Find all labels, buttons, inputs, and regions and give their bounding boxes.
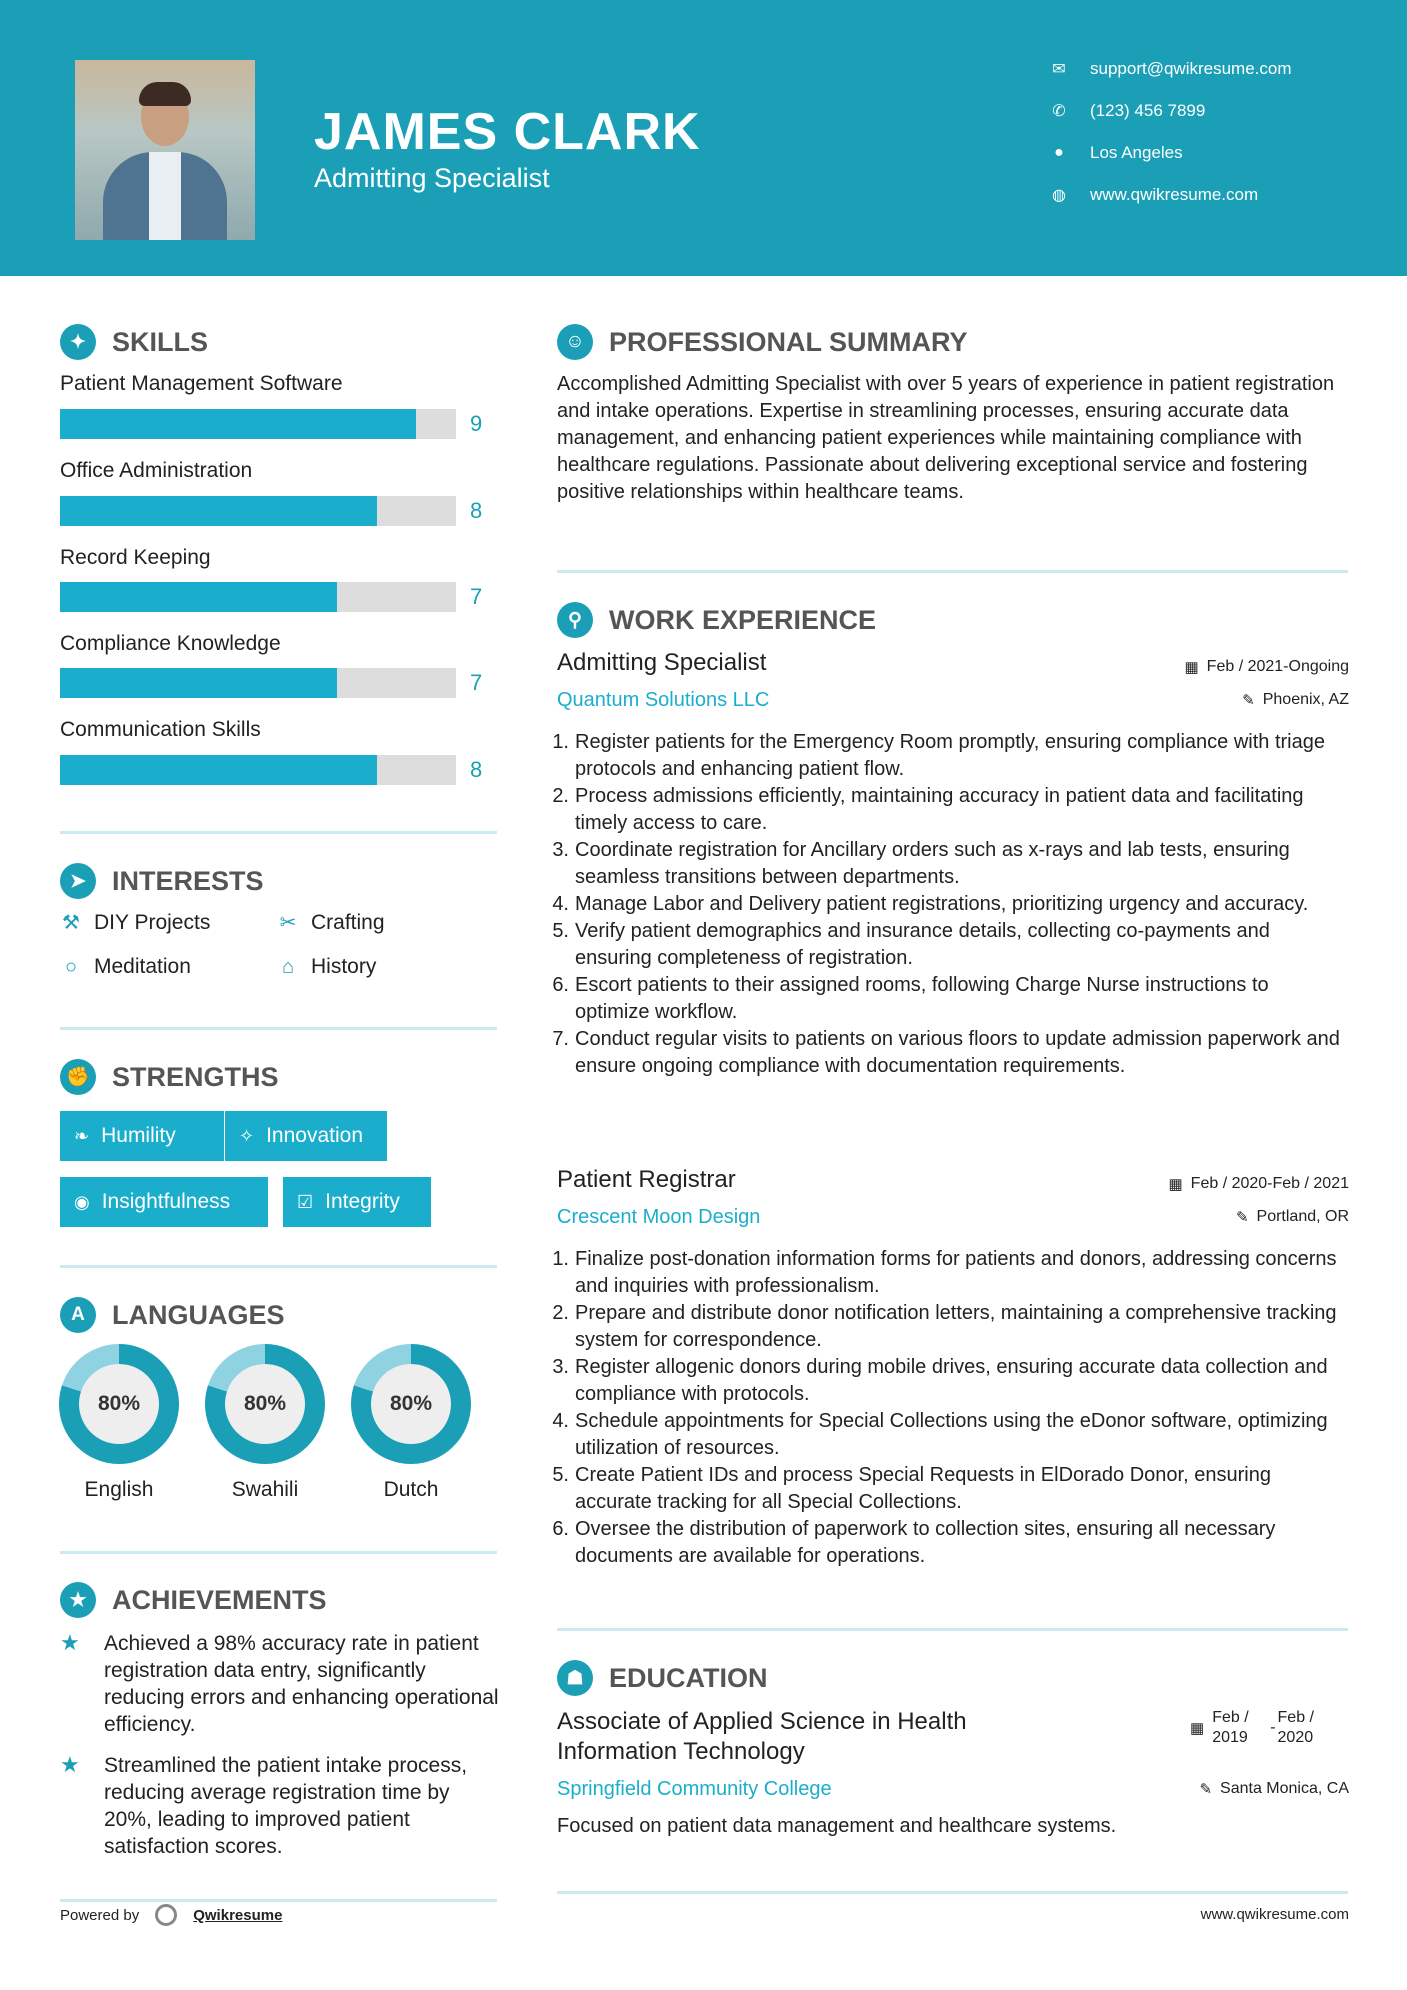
interest-item: ⚒ DIY Projects — [60, 910, 210, 935]
school-name: Springfield Community College — [557, 1778, 832, 1800]
skill-label: Communication Skills — [60, 718, 261, 741]
skill-value: 8 — [470, 498, 483, 523]
language-name: Dutch — [383, 1478, 439, 1501]
circle-icon: ○ — [64, 955, 78, 978]
scissors-icon: ✂ — [279, 912, 297, 934]
education-location: ✎ Santa Monica, CA — [1199, 1780, 1349, 1798]
list-item: 5. Create Patient IDs and process Special Requests in ElDorado Donor, ensuring accurate tracking for all Special Collections. — [552, 1464, 1271, 1513]
education-description: Focused on patient data management and healthcare systems. — [557, 1815, 1117, 1837]
list-item: 1. Register patients for the Emergency Room promptly, ensuring compliance with triage protocols and enhancing patient flow. — [552, 731, 1325, 780]
education-heading: ☗ EDUCATION — [557, 1660, 768, 1696]
contact-phone[interactable]: ✆ (123) 456 7899 — [1050, 101, 1205, 121]
language-ring — [351, 1344, 471, 1464]
strength-tag: ☑ Integrity — [283, 1177, 431, 1227]
calendar-icon: ▦ — [1168, 1176, 1183, 1193]
contact-location: ● Los Angeles — [1050, 143, 1183, 163]
skill-bar — [60, 668, 456, 698]
map-pin-icon: ● — [1054, 144, 1064, 161]
chair-icon: ⚲ — [557, 602, 593, 638]
job-date: ▦ Feb / 2020-Feb / 2021 — [1168, 1175, 1349, 1193]
education-date: ▦ Feb / 2019 - Feb / 2020 — [1190, 1709, 1314, 1746]
lightbulb-icon: ✧ — [239, 1125, 255, 1146]
pin-icon: ✎ — [1235, 1209, 1249, 1226]
eye-icon: ◉ — [74, 1191, 90, 1212]
language-ring — [205, 1344, 325, 1464]
list-item: 2. Prepare and distribute donor notification letters, maintaining a comprehensive tracking system for correspondence. — [552, 1302, 1337, 1351]
globe-icon: ◍ — [1052, 187, 1066, 204]
job-company: Quantum Solutions LLC — [557, 689, 770, 711]
list-item: 7. Conduct regular visits to patients on various floors to update admission paperwork and ensure ongoing compliance with documentation requirements. — [552, 1028, 1340, 1077]
language-percent: 80% — [371, 1364, 451, 1444]
section-divider — [60, 1027, 497, 1030]
skill-label: Patient Management Software — [60, 372, 343, 395]
interest-item: ○ Meditation — [60, 955, 191, 979]
skill-bar-fill — [60, 496, 377, 526]
section-divider — [557, 1891, 1348, 1894]
strengths-heading: ✊ STRENGTHS — [60, 1059, 279, 1095]
language-name: English — [84, 1478, 154, 1501]
summary-text: Accomplished Admitting Specialist with over 5 years of experience in patient registration and intake operations. Expertise in streamlining processes, ensuring accurate data management, and enhancing patient experiences while maintaining compliance with healthcare regulations. Passionate about delivering exceptional service and fostering positive relationships within healthcare teams. — [557, 373, 1335, 503]
star-icon: ★ — [60, 1630, 80, 1655]
job-responsibilities — [552, 729, 1347, 1080]
candidate-role: Admitting Specialist — [314, 163, 550, 193]
skill-bar — [60, 582, 456, 612]
skill-value: 8 — [470, 757, 483, 782]
leaf-icon: ❧ — [74, 1125, 90, 1146]
pin-icon: ✎ — [1199, 1781, 1213, 1798]
phone-icon: ✆ — [1052, 103, 1066, 120]
calendar-icon: ▦ — [1190, 1720, 1205, 1737]
languages-heading: A LANGUAGES — [60, 1297, 285, 1333]
language-percent: 80% — [79, 1364, 159, 1444]
achievement-item: ★ Streamlined the patient intake process, reducing average registration time by 20%, leading to improved patient satisfaction scores. — [60, 1752, 468, 1858]
brand-link[interactable]: Qwikresume — [193, 1906, 283, 1924]
degree-title: Associate of Applied Science in Health Information Technology — [557, 1708, 967, 1765]
language-item — [351, 1344, 471, 1502]
list-item: 6. Oversee the distribution of paperwork to collection sites, ensuring all necessary documents are available for operations. — [552, 1518, 1276, 1567]
museum-icon: ⌂ — [281, 955, 295, 978]
candidate-name: JAMES CLARK — [314, 103, 701, 161]
skill-bar-fill — [60, 755, 377, 785]
fist-icon: ✊ — [60, 1059, 96, 1095]
job-company: Crescent Moon Design — [557, 1206, 761, 1228]
contact-website[interactable]: ◍ www.qwikresume.com — [1050, 185, 1258, 205]
language-icon: A — [60, 1297, 96, 1333]
strength-tag: ◉ Insightfulness — [60, 1177, 268, 1227]
job-location: ✎ Phoenix, AZ — [1242, 691, 1349, 709]
star-icon: ★ — [60, 1752, 80, 1777]
interest-item: ⌂ History — [277, 955, 376, 979]
resume-header — [0, 0, 1407, 276]
star-badge-icon: ★ — [60, 1582, 96, 1618]
skill-value: 7 — [470, 584, 483, 609]
job-title: Patient Registrar — [557, 1166, 736, 1193]
list-item: 2. Process admissions efficiently, maintaining accuracy in patient data and facilitating timely access to care. — [552, 785, 1304, 834]
summary-heading: ☺ PROFESSIONAL SUMMARY — [557, 324, 968, 360]
interest-item: ✂ Crafting — [277, 910, 385, 935]
contact-email[interactable]: ✉ support@qwikresume.com — [1050, 59, 1292, 79]
skill-label: Compliance Knowledge — [60, 632, 281, 655]
section-divider — [557, 1628, 1348, 1631]
user-icon: ☺ — [557, 324, 593, 360]
section-divider — [557, 570, 1348, 573]
list-item: 1. Finalize post-donation information forms for patients and donors, addressing concerns and inquiries with professionalism. — [552, 1248, 1337, 1297]
list-item: 4. Schedule appointments for Special Collections using the eDonor software, optimizing utilization of resources. — [552, 1410, 1328, 1459]
qwikresume-logo-icon — [155, 1904, 177, 1926]
skill-bar — [60, 755, 456, 785]
list-item: 3. Coordinate registration for Ancillary orders such as x-rays and lab tests, ensuring seamless transitions between departments. — [552, 839, 1290, 888]
footer-powered-by: Powered by Qwikresume — [60, 1904, 282, 1926]
checkbox-icon: ☑ — [297, 1191, 314, 1212]
section-divider — [60, 1265, 497, 1268]
job-date: ▦ Feb / 2021-Ongoing — [1184, 658, 1349, 676]
skill-bar-fill — [60, 582, 337, 612]
skill-label: Office Administration — [60, 459, 253, 482]
list-item: 3. Register allogenic donors during mobile drives, ensuring accurate data collection and compliance with protocols. — [552, 1356, 1328, 1405]
skill-bar — [60, 409, 456, 439]
language-item — [59, 1344, 179, 1502]
strength-tag: ❧ Humility — [60, 1111, 224, 1161]
skills-heading: ✦ SKILLS — [60, 324, 208, 360]
graduate-icon: ☗ — [557, 1660, 593, 1696]
skill-value: 9 — [470, 411, 483, 436]
skill-bar — [60, 496, 456, 526]
section-divider — [60, 831, 497, 834]
envelope-icon: ✉ — [1052, 61, 1066, 78]
strength-tag: ✧ Innovation — [225, 1111, 387, 1161]
skill-bar-fill — [60, 668, 337, 698]
skill-bar-fill — [60, 409, 416, 439]
list-item: 4. Manage Labor and Delivery patient registrations, prioritizing urgency and accuracy. — [552, 893, 1309, 915]
wrench-icon: ⚒ — [62, 912, 80, 934]
skill-value: 7 — [470, 670, 483, 695]
lightbulb-icon: ✦ — [60, 324, 96, 360]
skill-label: Record Keeping — [60, 546, 211, 569]
section-divider — [60, 1899, 497, 1902]
experience-heading: ⚲ WORK EXPERIENCE — [557, 602, 876, 638]
job-responsibilities — [552, 1246, 1347, 1570]
language-ring — [59, 1344, 179, 1464]
list-item: 5. Verify patient demographics and insurance details, collecting co-payments and ensuring completeness of registration. — [552, 920, 1270, 969]
language-item — [205, 1344, 325, 1502]
achievement-item: ★ Achieved a 98% accuracy rate in patient registration data entry, significantly reducing errors and enhancing operational efficiency. — [60, 1630, 499, 1736]
list-item: 6. Escort patients to their assigned rooms, following Charge Nurse instructions to optimize workflow. — [552, 974, 1269, 1023]
footer-website[interactable]: www.qwikresume.com — [1200, 1906, 1349, 1923]
language-percent: 80% — [225, 1364, 305, 1444]
achievements-heading: ★ ACHIEVEMENTS — [60, 1582, 327, 1618]
job-location: ✎ Portland, OR — [1235, 1208, 1349, 1226]
calendar-icon: ▦ — [1184, 659, 1199, 676]
paper-plane-icon: ➤ — [60, 863, 96, 899]
profile-photo — [75, 60, 255, 240]
job-title: Admitting Specialist — [557, 649, 767, 676]
interests-heading: ➤ INTERESTS — [60, 863, 264, 899]
section-divider — [60, 1551, 497, 1554]
language-name: Swahili — [231, 1478, 299, 1501]
pin-icon: ✎ — [1242, 692, 1255, 709]
